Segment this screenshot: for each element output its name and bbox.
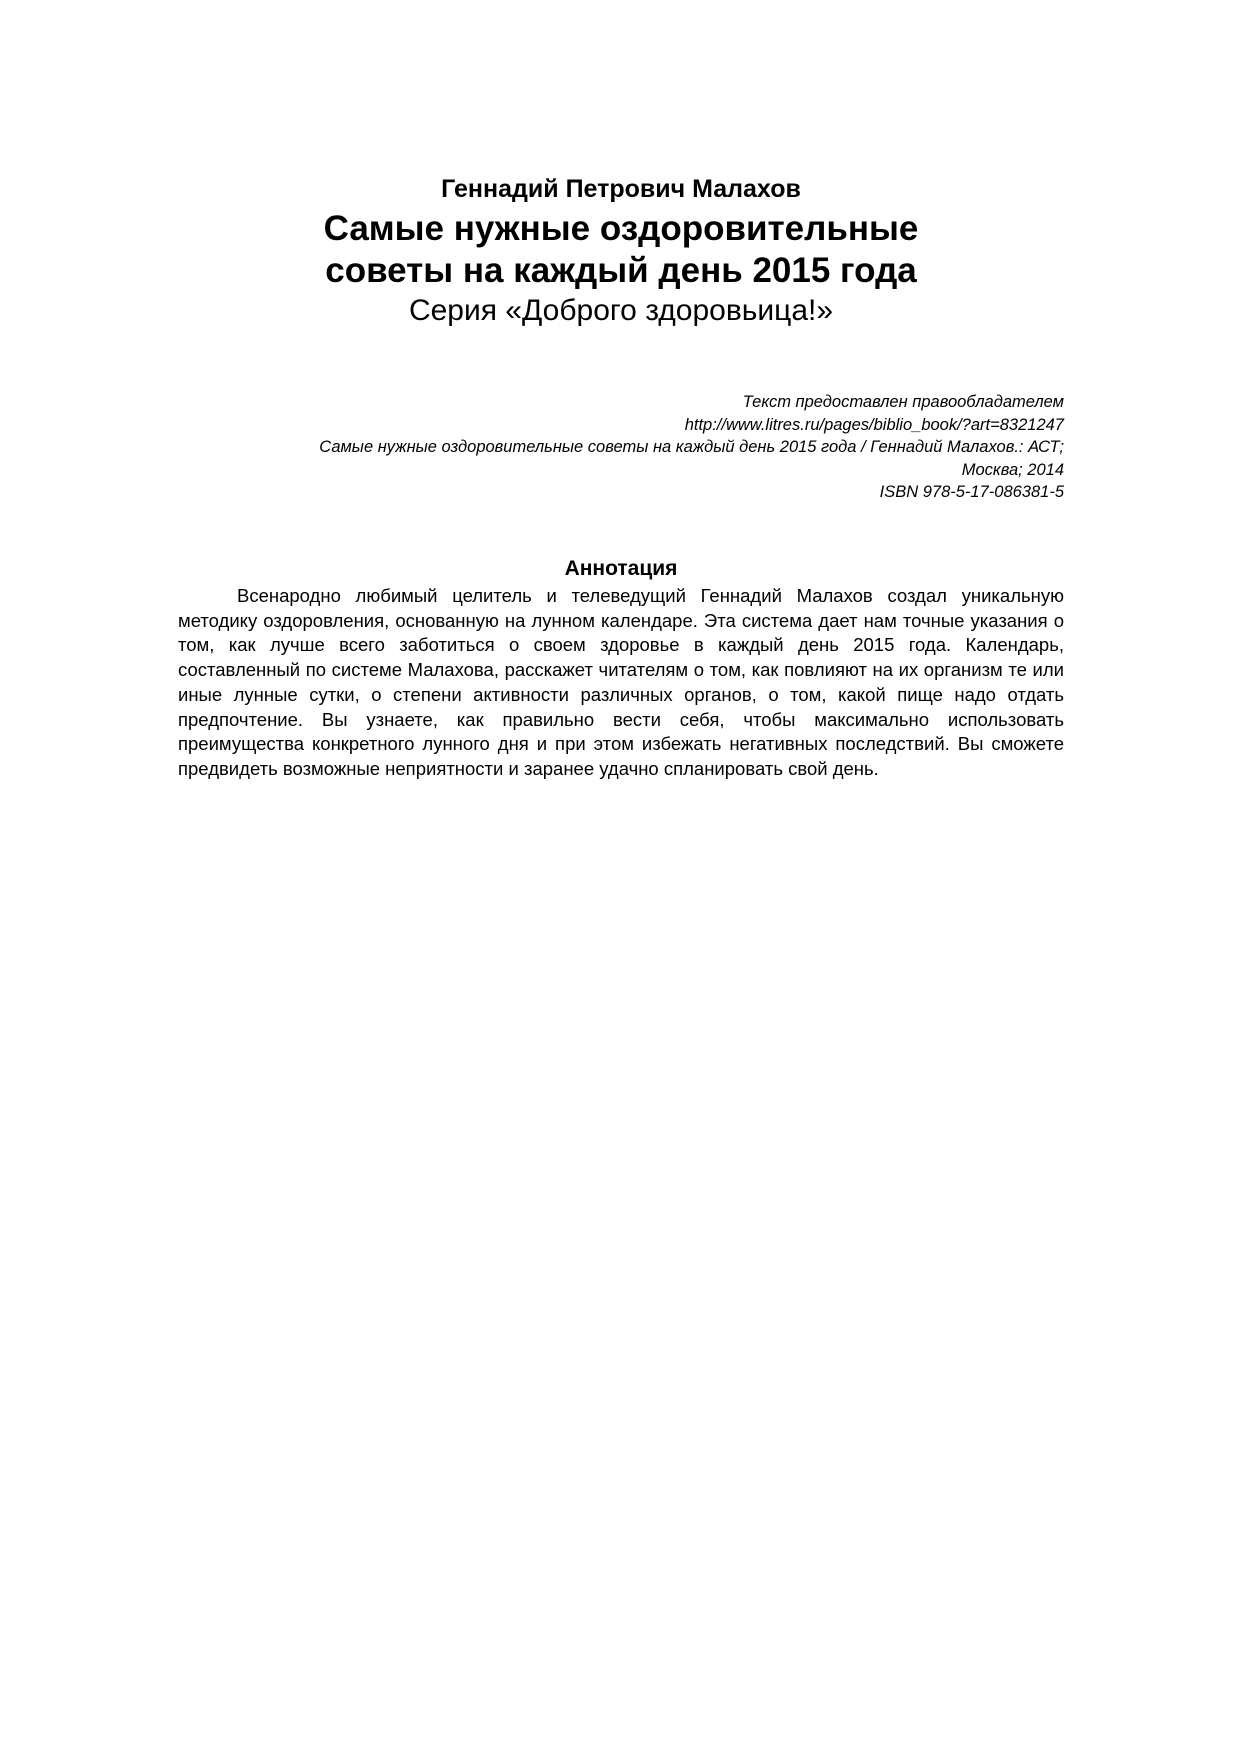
book-title-line-1: Самые нужные оздоровительные: [323, 209, 919, 248]
source-info: [178, 391, 1064, 504]
annotation-heading: Аннотация: [564, 557, 678, 580]
author-name: Геннадий Петрович Малахов: [441, 175, 801, 203]
publication-place-year: Москва; 2014: [961, 460, 1064, 479]
source-url[interactable]: http://www.litres.ru/pages/biblio_book/?art=8321247: [684, 415, 1064, 434]
annotation-section: [178, 556, 1064, 782]
isbn: ISBN 978-5-17-086381-5: [879, 483, 1064, 501]
annotation-paragraph: Всенародно любимый целитель и телеведущий Геннадий Малахов создал уникальную методику оздоровления, основанную на лунном календаре. Эта система дает нам точные указания о том, как лучше всего заботиться о своем здоровье в каждый день 2015 года. Календарь, составленный по системе Малахова, расскажет читателям о том, как повлияют на их организм те или иные лунные сутки, о степени активности различных органов, о том, какой пище надо отдать предпочтение. Вы узнаете, как правильно вести себя, чтобы максимально использовать преимущества конкретного лунного дня и при этом избежать негативных последствий. Вы сможете предвидеть возможные неприятности и заранее удачно спланировать свой день.: [178, 585, 1064, 779]
title-block: [178, 174, 1064, 330]
book-title: [178, 208, 1064, 292]
rights-holder-note: Текст предоставлен правообладателем: [742, 393, 1064, 411]
book-title-line-2: советы на каждый день 2015 года: [325, 251, 917, 290]
series-name: Серия «Доброго здоровьица!»: [408, 294, 834, 327]
bibliographic-citation: Самые нужные оздоровительные советы на каждый день 2015 года / Геннадий Малахов.: АСТ;: [319, 438, 1064, 456]
